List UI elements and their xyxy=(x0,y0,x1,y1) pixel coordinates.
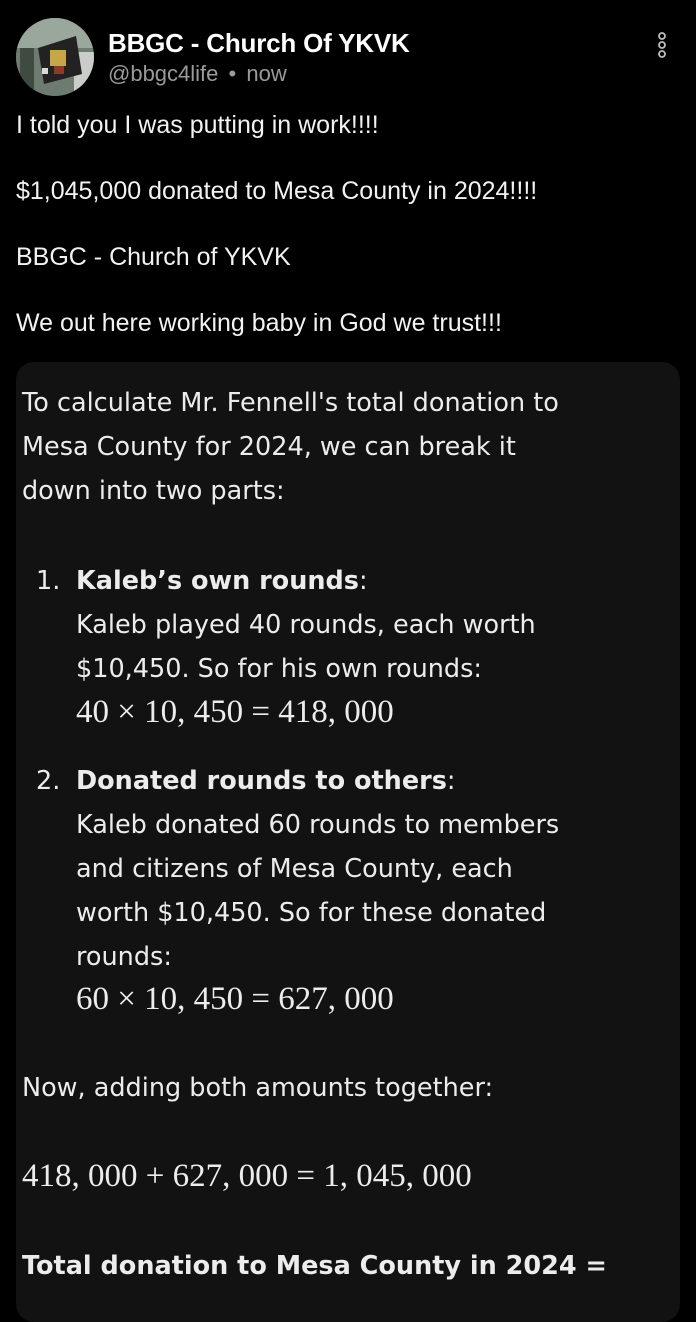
item-2-line-3: worth $10,450. So for these donated xyxy=(76,898,547,928)
item-1-equation: 40 × 10, 450 = 418, 000 xyxy=(76,694,394,730)
intro-line-3: down into two parts: xyxy=(22,476,285,506)
avatar[interactable] xyxy=(16,18,94,96)
post-line-3: BBGC - Church of YKVK xyxy=(16,243,291,271)
item-2-line-4: rounds: xyxy=(76,942,172,972)
item-2-heading xyxy=(76,766,455,796)
item-2-equation: 60 × 10, 450 = 627, 000 xyxy=(76,981,394,1017)
item-1-colon: : xyxy=(358,566,368,596)
more-vertical-icon[interactable] xyxy=(650,30,674,60)
avatar-image xyxy=(16,18,94,96)
adding-text: Now, adding both amounts together: xyxy=(22,1073,494,1103)
attached-screenshot-card[interactable] xyxy=(16,362,680,1322)
timestamp: now xyxy=(246,61,287,86)
intro-line-2: Mesa County for 2024, we can break it xyxy=(22,432,516,462)
item-2-title: Donated rounds to others xyxy=(76,766,447,796)
separator: • xyxy=(228,61,237,86)
item-1-line-1: Kaleb played 40 rounds, each worth xyxy=(76,610,536,640)
item-2-colon: : xyxy=(446,766,456,796)
display-name[interactable]: BBGC - Church Of YKVK xyxy=(108,28,410,58)
post-header xyxy=(0,0,696,100)
post-line-2: $1,045,000 donated to Mesa County in 2024!!!! xyxy=(16,177,538,205)
handle[interactable]: @bbgc4life xyxy=(108,61,219,86)
list-number-2: 2. xyxy=(36,766,61,796)
intro-line-1: To calculate Mr. Fennell's total donation to xyxy=(22,388,559,418)
list-number-1: 1. xyxy=(36,566,61,596)
sum-equation: 418, 000 + 627, 000 = 1, 045, 000 xyxy=(22,1158,472,1194)
total-text: Total donation to Mesa County in 2024 = xyxy=(22,1251,607,1281)
item-1-line-2: $10,450. So for his own rounds: xyxy=(76,654,482,684)
post-line-4: We out here working baby in God we trust!!! xyxy=(16,309,502,337)
post-line-1: I told you I was putting in work!!!! xyxy=(16,111,379,139)
item-2-line-2: and citizens of Mesa County, each xyxy=(76,854,513,884)
item-1-heading xyxy=(76,566,368,596)
handle-line xyxy=(108,61,287,87)
item-2-line-1: Kaleb donated 60 rounds to members xyxy=(76,810,560,840)
item-1-title: Kaleb’s own rounds xyxy=(76,566,359,596)
